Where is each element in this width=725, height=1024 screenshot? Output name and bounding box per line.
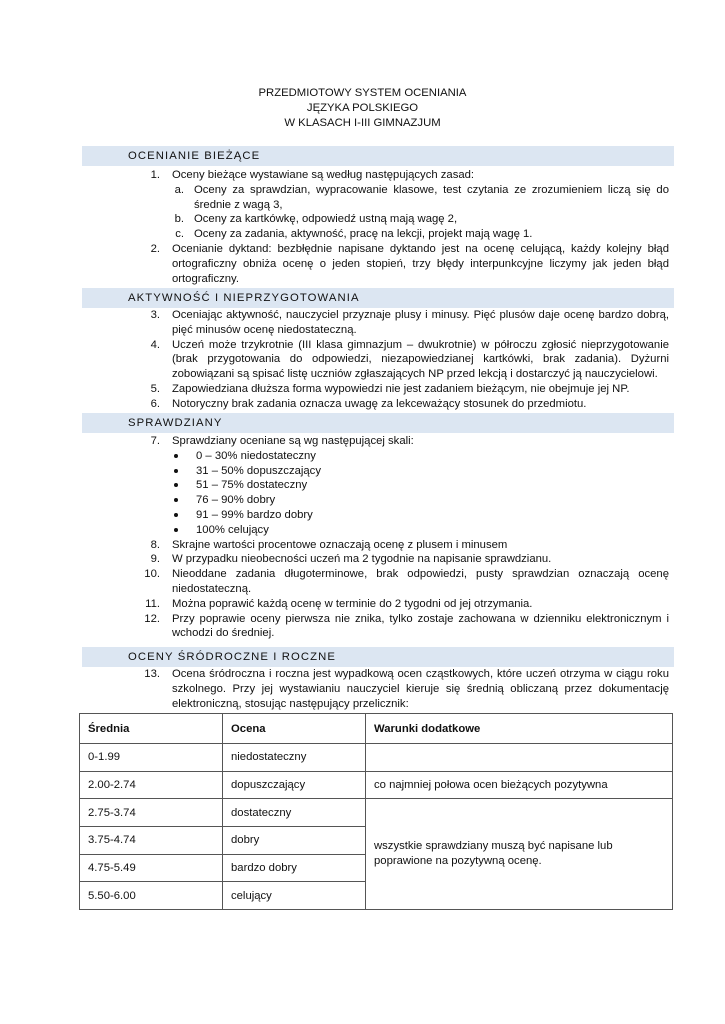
scale-item — [0, 493, 725, 508]
section-header-sprawdziany: SPRAWDZIANY — [82, 413, 674, 433]
cell-srednia: 5.50-6.00 — [80, 882, 223, 910]
title-line-2: JĘZYKA POLSKIEGO — [306, 102, 419, 114]
list-item — [0, 552, 725, 567]
item-text: Notoryczny brak zadania oznacza uwagę za lekceważący stosunek do przedmiotu. — [172, 397, 587, 410]
item-number: 6. — [150, 397, 160, 410]
item-text: Ocenianie dyktand: bezbłędnie napisane dyktando jest na ocenę celującą, każdy kolejny błąd ortograficzny obniża ocenę o jeden stopień, trzy błędy interpunkcyjne liczymy jak jeden błąd ortograficzny. — [172, 242, 669, 285]
item-text: Oceny bieżące wystawiane są według następujących zasad: — [172, 169, 475, 181]
scale-item — [0, 508, 725, 523]
scale-item — [0, 449, 725, 464]
scale-text: 51 – 75% dostateczny — [196, 479, 308, 492]
cell-ocena: dobry — [223, 827, 366, 855]
cell-warunki-empty — [366, 744, 673, 772]
list-item — [0, 612, 725, 642]
item-number: 7. — [150, 435, 160, 447]
cell-ocena: niedostateczny — [223, 744, 366, 772]
item-text: Skrajne wartości procentowe oznaczają ocenę z plusem i minusem — [172, 538, 508, 551]
header-warunki: Warunki dodatkowe — [366, 714, 673, 744]
item-text: Oceny za zadania, aktywność, pracę na lekcji, projekt mają wagę 1. — [194, 228, 533, 241]
item-text: Ocena śródroczna i roczna jest wypadkową ocen cząstkowych, które uczeń otrzyma w ciągu roku szkolnego. Przy jej wystawianiu nauczyciel kieruje się średnią obliczaną przez dokumentację elektroniczną, stosując następujący przelicznik: — [172, 668, 669, 710]
list-item — [0, 538, 725, 553]
list-item — [0, 567, 725, 597]
cell-warunki-merged: wszystkie sprawdziany muszą być napisane lub poprawione na pozytywną ocenę. — [366, 799, 673, 910]
item-text: Nieoddane zadania długoterminowe, brak odpowiedzi, pusty sprawdzian oznaczają ocenę niedostateczną. — [172, 568, 669, 595]
section-2-content — [0, 308, 725, 412]
grades-table — [79, 713, 673, 910]
scale-item — [0, 464, 725, 479]
title-line-3: W KLASACH I-III GIMNAZJUM — [284, 117, 441, 129]
list-item — [0, 382, 725, 397]
list-item — [0, 338, 725, 382]
table-row — [80, 771, 673, 799]
scale-text: 100% celujący — [196, 523, 269, 536]
bullet-icon — [174, 483, 178, 487]
section-3-content — [0, 434, 725, 641]
header-srednia: Średnia — [80, 714, 223, 744]
bullet-icon — [174, 528, 178, 532]
item-text: W przypadku nieobecności uczeń ma 2 tygodnie na napisanie sprawdzianu. — [172, 553, 552, 566]
item-number: 4. — [150, 338, 160, 351]
scale-text: 0 – 30% niedostateczny — [196, 449, 316, 462]
item-number: 8. — [150, 538, 160, 551]
item-number: 5. — [150, 382, 160, 395]
item-number: 9. — [150, 553, 160, 566]
section-header-aktywnosc: AKTYWNOŚĆ I NIEPRZYGOTOWANIA — [82, 288, 674, 308]
section-header-ocenianie-biezace: OCENIANIE BIEŻĄCE — [82, 146, 674, 166]
list-item — [0, 434, 725, 449]
list-item — [0, 597, 725, 612]
scale-item — [0, 478, 725, 493]
item-text: Oceniając aktywność, nauczyciel przyznaje plusy i minusy. Pięć plusów daje ocenę bardzo dobrą, pięć minusów ocenę niedostateczną. — [172, 309, 669, 336]
cell-srednia: 2.00-2.74 — [80, 771, 223, 799]
bullet-icon — [174, 454, 178, 458]
title-line-1: PRZEDMIOTOWY SYSTEM OCENIANIA — [258, 87, 467, 99]
section-4-content — [0, 667, 725, 711]
bullet-icon — [174, 498, 178, 502]
list-item — [0, 667, 725, 711]
list-item — [0, 168, 725, 183]
item-number: 11. — [145, 597, 160, 610]
cell-srednia: 2.75-3.74 — [80, 799, 223, 827]
document-title — [0, 86, 725, 131]
item-number: 3. — [150, 309, 160, 321]
item-number: 12. — [144, 612, 160, 625]
section-1-content — [0, 168, 725, 286]
item-text: Oceny za kartkówkę, odpowiedź ustną mają wagę 2, — [194, 213, 458, 226]
item-text: Przy poprawie oceny pierwsza nie znika, tylko zostaje zachowana w dzienniku elektronicznym i wchodzi do średniej. — [172, 612, 669, 640]
item-number: 10. — [144, 568, 160, 581]
cell-srednia: 4.75-5.49 — [80, 854, 223, 882]
bullet-icon — [174, 469, 178, 473]
scale-text: 91 – 99% bardzo dobry — [196, 508, 313, 521]
scale-text: 31 – 50% dopuszczający — [196, 464, 321, 477]
cell-warunki: co najmniej połowa ocen bieżących pozytywna — [366, 771, 673, 799]
item-number: 2. — [150, 242, 160, 255]
cell-ocena: dopuszczający — [223, 771, 366, 799]
item-letter: a. — [174, 183, 184, 196]
list-item — [0, 308, 725, 338]
table-row — [80, 799, 673, 827]
section-header-oceny-srodroczne: OCENY ŚRÓDROCZNE I ROCZNE — [82, 647, 674, 667]
item-text: Oceny za sprawdzian, wypracowanie klasowe, test czytania ze zrozumieniem liczą się do średnie z wagą 3, — [194, 183, 669, 211]
item-number: 13. — [144, 668, 160, 680]
list-item — [0, 227, 725, 242]
scale-text: 76 – 90% dobry — [196, 494, 276, 507]
table-header-row — [80, 714, 673, 744]
item-letter: b. — [174, 213, 184, 226]
item-number: 1. — [150, 169, 160, 181]
scale-item — [0, 523, 725, 538]
list-item — [0, 397, 725, 412]
bullet-icon — [174, 513, 178, 517]
list-item — [0, 212, 725, 227]
cell-srednia: 0-1.99 — [80, 744, 223, 772]
item-text: Uczeń może trzykrotnie (III klasa gimnazjum – dwukrotnie) w półroczu zgłosić nieprzygotowanie (brak przygotowania do odpowiedzi, niezapowiedzianej kartkówki, brak zadania). Dyżurni zobowiązani są spisać listę uczniów zgłaszających NP przed lekcją i dostarczyć ją nauczycielowi. — [172, 338, 669, 381]
item-letter: c. — [175, 228, 184, 241]
list-item — [0, 183, 725, 213]
table-row — [80, 744, 673, 772]
cell-ocena: celujący — [223, 882, 366, 910]
list-item — [0, 242, 725, 286]
cell-ocena: bardzo dobry — [223, 854, 366, 882]
header-ocena: Ocena — [223, 714, 366, 744]
cell-srednia: 3.75-4.74 — [80, 827, 223, 855]
item-text: Można poprawić każdą ocenę w terminie do 2 tygodni od jej otrzymania. — [172, 597, 533, 610]
cell-ocena: dostateczny — [223, 799, 366, 827]
item-text: Zapowiedziana dłuższa forma wypowiedzi nie jest zadaniem bieżącym, nie obejmuje jej NP. — [172, 382, 630, 395]
item-text: Sprawdziany oceniane są wg następującej skali: — [172, 435, 414, 447]
